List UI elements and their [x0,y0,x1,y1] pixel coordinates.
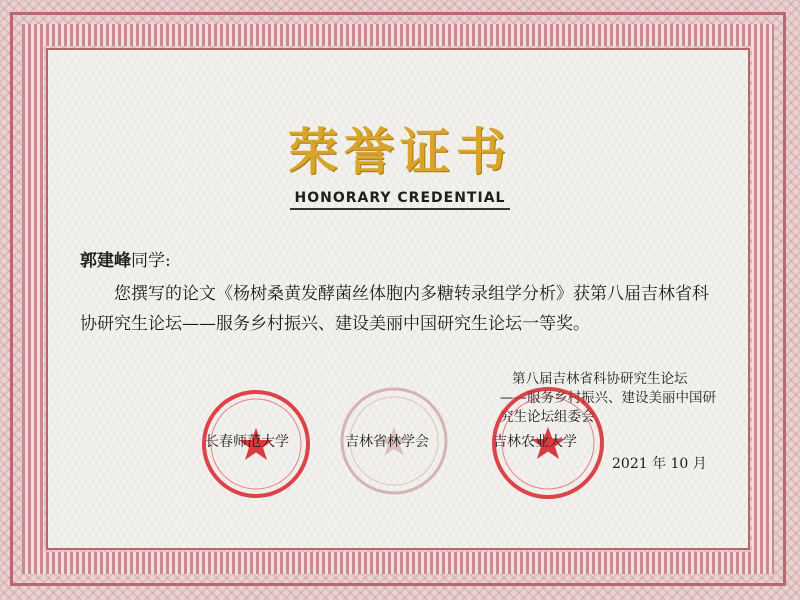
issue-date: 2021 年 10 月 [612,456,707,472]
subtitle-underline [290,208,510,210]
issuer-line-1: 第八届吉林省科协研究生论坛 [512,371,688,387]
recipient-line [80,246,171,271]
certificate-subtitle: HONORARY CREDENTIAL [294,190,506,206]
recipient-suffix: 同学: [131,251,171,271]
certificate-title: 荣誉证书 [288,123,512,181]
award-text: 您撰写的论文《杨树桑黄发酵菌丝体胞内多糖转录组学分析》获第八届吉林省科协研究生论坛——服务乡村振兴、建设美丽中国研究生论坛一等奖。 [80,284,709,334]
signatory-1: 长春师范大学 [205,434,289,450]
issuer-line-2: ——服务乡村振兴、建设美丽中国研究生论坛组委会 [500,390,716,425]
signatory-2: 吉林省林学会 [345,434,429,450]
recipient-name: 郭建峰 [80,251,131,271]
signatory-3: 吉林农业大学 [493,434,577,450]
